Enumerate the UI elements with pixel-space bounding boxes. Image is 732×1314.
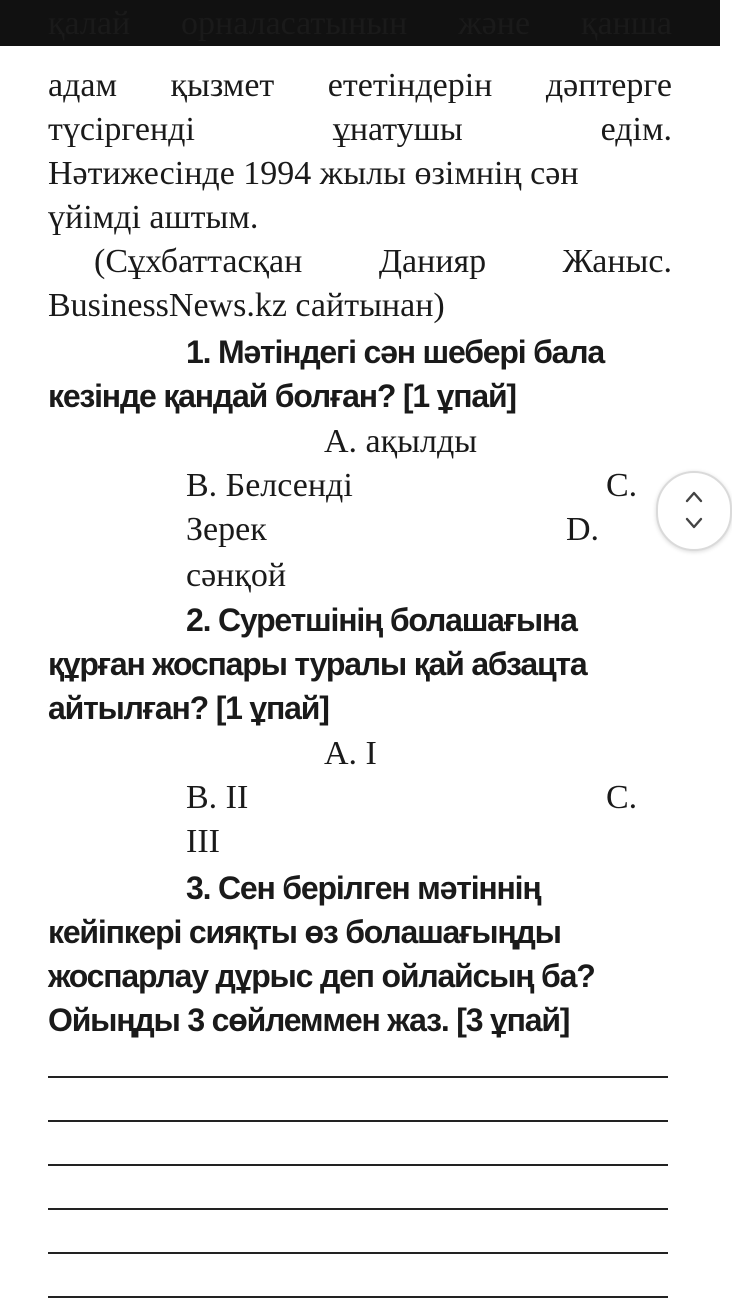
word: Данияр	[378, 243, 487, 280]
word: және	[458, 5, 531, 42]
answer-line	[48, 1252, 668, 1254]
question-3-title-cont3: Ойыңды 3 сөйлеммен жаз. [3 ұпай]	[48, 1002, 570, 1038]
q1-option-c-label: C.	[606, 467, 638, 504]
text-line: Нәтижесінде 1994 жылы өзімнің сән	[48, 155, 579, 192]
q2-option-c-text: III	[186, 823, 220, 860]
chevron-up-icon[interactable]	[684, 487, 704, 507]
q2-option-b: B. II	[186, 779, 249, 816]
answer-line	[48, 1120, 668, 1122]
word: адам	[48, 67, 117, 104]
chevron-down-icon[interactable]	[684, 513, 704, 533]
word: түсіргенді	[48, 111, 195, 148]
clipped-text-line	[48, 5, 672, 46]
word: дәптерге	[545, 67, 672, 104]
source-line: BusinessNews.kz сайтынан)	[48, 287, 445, 324]
q2-option-c-label: C.	[606, 779, 638, 816]
scroll-navigation-button[interactable]	[656, 471, 732, 551]
word: ететіндерін	[327, 67, 493, 104]
text-line	[48, 108, 672, 152]
q2-option-a: A. I	[324, 735, 377, 772]
question-3-title-cont2: жоспарлау дұрыс деп ойлайсың ба?	[48, 958, 595, 994]
answer-line	[48, 1164, 668, 1166]
word: қанша	[580, 5, 672, 42]
question-2-title-cont: құрған жоспары туралы қай абзацта	[48, 646, 587, 682]
text-line	[94, 240, 672, 284]
text-line	[48, 64, 672, 108]
word: (Сұхбаттасқан	[94, 243, 303, 280]
word: едім.	[600, 111, 672, 148]
answer-line	[48, 1076, 668, 1078]
answer-line	[48, 1208, 668, 1210]
word: орналасатынын	[181, 5, 408, 42]
answer-line	[48, 1296, 668, 1298]
q1-option-a: A. ақылды	[324, 423, 478, 460]
q1-option-d-label: D.	[566, 511, 600, 548]
word: Жаныс.	[562, 243, 672, 280]
question-3-title-cont: кейіпкері сияқты өз болашағыңды	[48, 914, 561, 950]
word: қызмет	[170, 67, 275, 104]
question-2-title: 2. Суретшінің болашағына	[186, 602, 577, 638]
word: ұнатушы	[332, 111, 463, 148]
word: қалай	[48, 5, 131, 42]
question-2-title-cont2: айтылған? [1 ұпай]	[48, 690, 329, 726]
q1-option-c-text: Зерек	[186, 511, 267, 548]
q1-option-d-text: сәнқой	[186, 557, 287, 594]
question-3-title: 3. Сен берілген мәтіннің	[186, 870, 541, 906]
question-1-title-cont: кезінде қандай болған? [1 ұпай]	[48, 378, 516, 414]
q1-option-b: B. Белсенді	[186, 467, 353, 504]
text-line: үйімді аштым.	[48, 199, 259, 236]
question-1-title: 1. Мәтіндегі сән шебері бала	[186, 334, 604, 370]
